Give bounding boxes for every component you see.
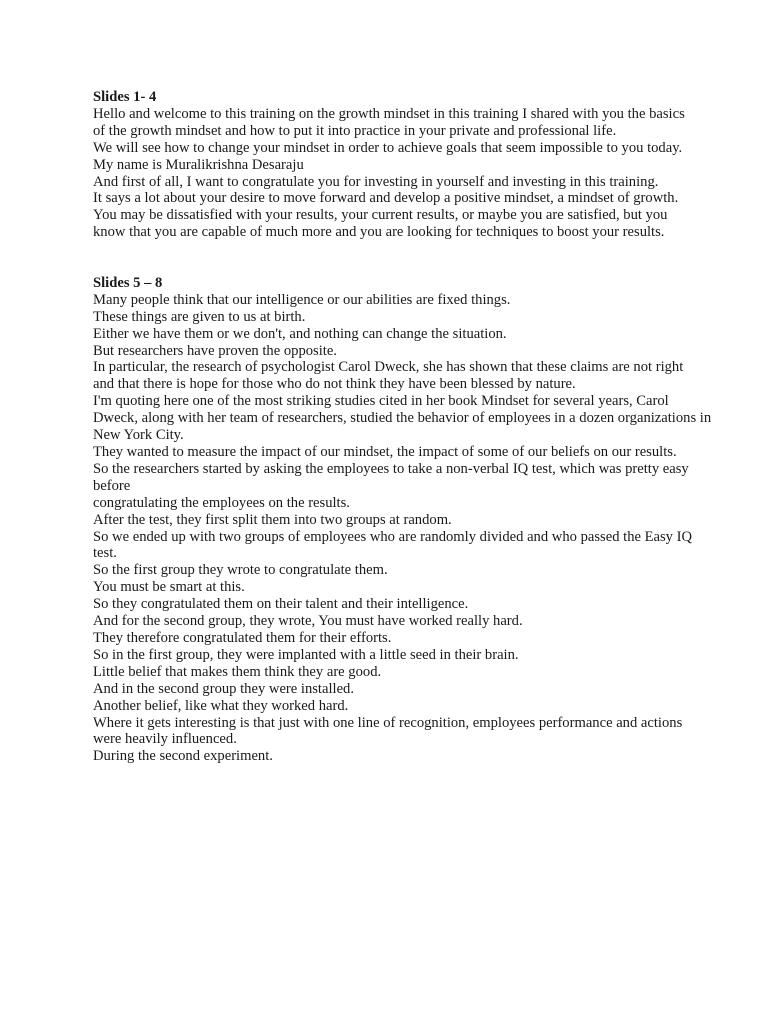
text-line: Little belief that makes them think they are good. [93,663,382,680]
section-title: Slides 1- 4 [93,89,157,105]
text-line: Hello and welcome to this training on the growth mindset in this training I shared with you the basics [93,105,685,122]
text-line: Where it gets interesting is that just with one line of recognition, employees performance and actions were heavily influenced. [93,714,683,748]
text-line: Many people think that our intelligence or our abilities are fixed things. [93,291,511,308]
text-line: My name is Muralikrishna Desaraju [93,156,304,173]
text-line: We will see how to change your mindset in order to achieve goals that seem impossible to you today. [93,139,683,156]
text-line: congratulating the employees on the results. [93,494,350,511]
text-line: And in the second group they were installed. [93,680,354,697]
text-line: They therefore congratulated them for their efforts. [93,629,392,646]
text-line: Dweck, along with her team of researchers, studied the behavior of employees in a dozen organizations in [93,410,712,427]
section-slides-5-8 [93,275,713,765]
text-line: They wanted to measure the impact of our mindset, the impact of some of our beliefs on our results. [93,444,677,461]
section-title: Slides 5 – 8 [93,274,163,291]
section-gap [93,241,713,275]
document-page [93,89,713,765]
text-line: During the second experiment. [93,748,273,765]
text-line: Either we have them or we don't, and nothing can change the situation. [93,325,507,342]
text-line: New York City. [93,427,184,444]
text-line: So the researchers started by asking the employees to take a non-verbal IQ test, which was pretty easy before [93,460,689,494]
text-line: Another belief, like what they worked hard. [93,697,349,714]
text-line: And for the second group, they wrote, You must have worked really hard. [93,613,523,630]
section-slides-1-4 [93,89,713,241]
text-line: You must be smart at this. [93,579,245,596]
text-line: It says a lot about your desire to move forward and develop a positive mindset, a mindset of growth. [93,190,679,207]
text-line: But researchers have proven the opposite. [93,342,337,359]
text-line: These things are given to us at birth. [93,308,306,325]
text-line: You may be dissatisfied with your results, your current results, or maybe you are satisfied, but you [93,207,668,224]
text-line: So the first group they wrote to congratulate them. [93,562,388,579]
text-line: So they congratulated them on their talent and their intelligence. [93,596,469,613]
text-line: After the test, they first split them into two groups at random. [93,511,452,528]
text-line: of the growth mindset and how to put it into practice in your private and professional life. [93,122,617,139]
text-line: know that you are capable of much more and you are looking for techniques to boost your results. [93,224,665,241]
text-line: So we ended up with two groups of employees who are randomly divided and who passed the Easy IQ test. [93,528,693,562]
text-line: I'm quoting here one of the most striking studies cited in her book Mindset for several years, Carol [93,393,669,410]
text-line: And first of all, I want to congratulate you for investing in yourself and investing in this training. [93,173,659,190]
text-line: So in the first group, they were implanted with a little seed in their brain. [93,646,519,663]
text-line: In particular, the research of psychologist Carol Dweck, she has shown that these claims are not right [93,359,684,376]
text-line: and that there is hope for those who do not think they have been blessed by nature. [93,376,576,393]
